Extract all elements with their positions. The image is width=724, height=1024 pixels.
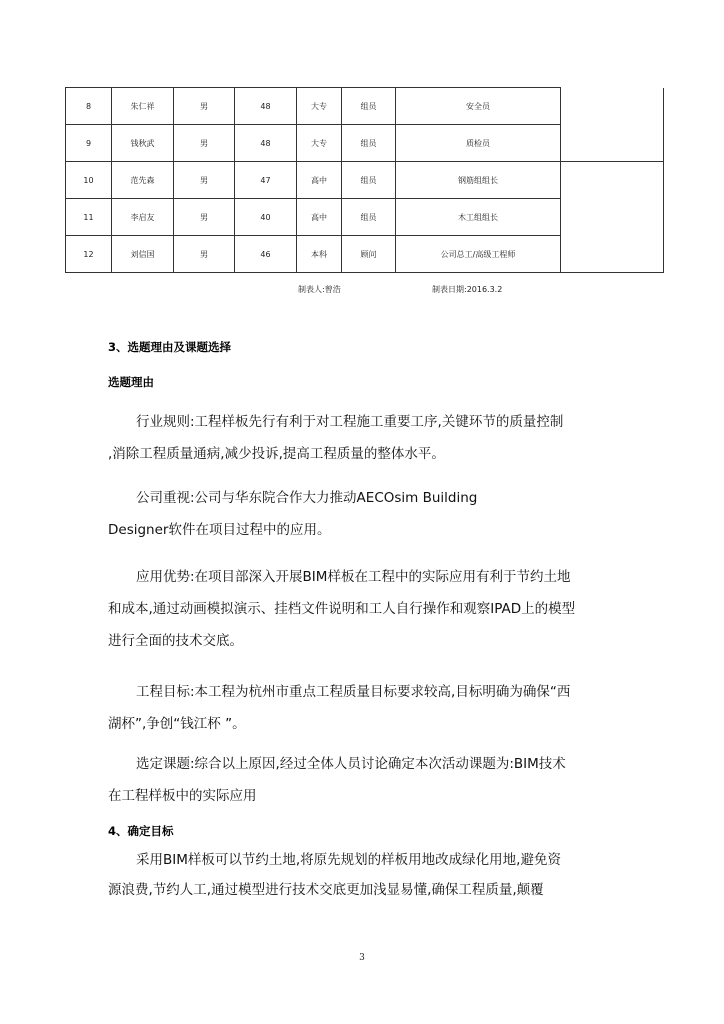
cell-gender: 男 (174, 199, 235, 236)
paragraph-line: Designer软件在项目过程中的应用。 (108, 522, 331, 539)
table-row (66, 88, 664, 125)
cell-age: 48 (235, 88, 297, 125)
cell-duty: 质检员 (396, 125, 561, 162)
cell-role: 组员 (342, 125, 396, 162)
cell-remarks (561, 236, 664, 273)
paragraph-line: 应用优势:在项目部深入开展BIM样板在工程中的实际应用有利于节约土地 (136, 569, 571, 585)
cell-role: 顾问 (342, 236, 396, 273)
reason-paragraph-goal (108, 676, 628, 740)
cell-duty: 安全员 (396, 88, 561, 125)
cell-role: 组员 (342, 162, 396, 199)
cell-no: 12 (66, 236, 112, 273)
cell-remarks (561, 88, 664, 162)
section3-subheading: 选题理由 (108, 375, 154, 389)
cell-gender: 男 (174, 125, 235, 162)
cell-gender: 男 (174, 88, 235, 125)
cell-age: 48 (235, 125, 297, 162)
cell-gender: 男 (174, 162, 235, 199)
reason-paragraph-topic (108, 748, 628, 812)
section3-heading: 3、选题理由及课题选择 (108, 340, 232, 354)
paragraph-line: 公司重视:公司与华东院合作大力推动AECOsim Building (136, 490, 478, 506)
target-paragraph (108, 845, 628, 905)
cell-age: 46 (235, 236, 297, 273)
paragraph-line: 行业规则:工程样板先行有利于对工程施工重要工序,关键环节的质量控制 (136, 414, 564, 430)
cell-education: 高中 (297, 162, 342, 199)
cell-duty: 木工组组长 (396, 199, 561, 236)
paragraph-line: 进行全面的技术交底。 (108, 633, 243, 650)
paragraph-line: 选定课题:综合以上原因,经过全体人员讨论确定本次活动课题为:BIM技术 (136, 756, 566, 772)
paragraph-line: 湖杯”,争创“钱江杯 ”。 (108, 716, 246, 733)
cell-name: 刘信国 (112, 236, 174, 273)
cell-age: 40 (235, 199, 297, 236)
cell-name: 朱仁祥 (112, 88, 174, 125)
cell-education: 大专 (297, 125, 342, 162)
paragraph-line: 源浪费,节约人工,通过模型进行技术交底更加浅显易懂,确保工程质量,颠覆 (108, 882, 544, 898)
paragraph-line: 工程目标:本工程为杭州市重点工程质量目标要求较高,目标明确为确保“西 (136, 684, 571, 700)
cell-education: 大专 (297, 88, 342, 125)
paragraph-line: 在工程样板中的实际应用 (108, 788, 257, 805)
member-table-body (66, 88, 664, 273)
table-footer (0, 284, 724, 298)
cell-age: 47 (235, 162, 297, 199)
cell-remarks (561, 162, 664, 199)
table-row (66, 199, 664, 236)
table-row (66, 236, 664, 273)
table-maker: 制表人:曾浩 (298, 285, 341, 294)
cell-education: 高中 (297, 199, 342, 236)
cell-name: 钱秋武 (112, 125, 174, 162)
cell-role: 组员 (342, 88, 396, 125)
page-number: 3 (359, 953, 365, 963)
cell-no: 8 (66, 88, 112, 125)
cell-duty: 公司总工/高级工程师 (396, 236, 561, 273)
cell-name: 李启友 (112, 199, 174, 236)
paragraph-line: ,消除工程质量通病,减少投诉,提高工程质量的整体水平。 (108, 446, 445, 463)
reason-paragraph-company (108, 482, 628, 546)
cell-remarks (561, 199, 664, 236)
member-table (65, 87, 664, 273)
cell-duty: 钢筋组组长 (396, 162, 561, 199)
cell-education: 本科 (297, 236, 342, 273)
cell-no: 11 (66, 199, 112, 236)
paragraph-line: 和成本,通过动画模拟演示、挂档文件说明和工人自行操作和观察IPAD上的模型 (108, 601, 576, 618)
reason-paragraph-industry (108, 406, 628, 470)
table-row (66, 162, 664, 199)
table-date: 制表日期:2016.3.2 (432, 285, 503, 294)
section4-heading: 4、确定目标 (108, 824, 174, 838)
cell-name: 范先森 (112, 162, 174, 199)
paragraph-line: 采用BIM样板可以节约土地,将原先规划的样板用地改成绿化用地,避免资 (136, 852, 561, 868)
cell-no: 10 (66, 162, 112, 199)
cell-role: 组员 (342, 199, 396, 236)
cell-gender: 男 (174, 236, 235, 273)
reason-paragraph-advantage (108, 561, 628, 658)
cell-no: 9 (66, 125, 112, 162)
